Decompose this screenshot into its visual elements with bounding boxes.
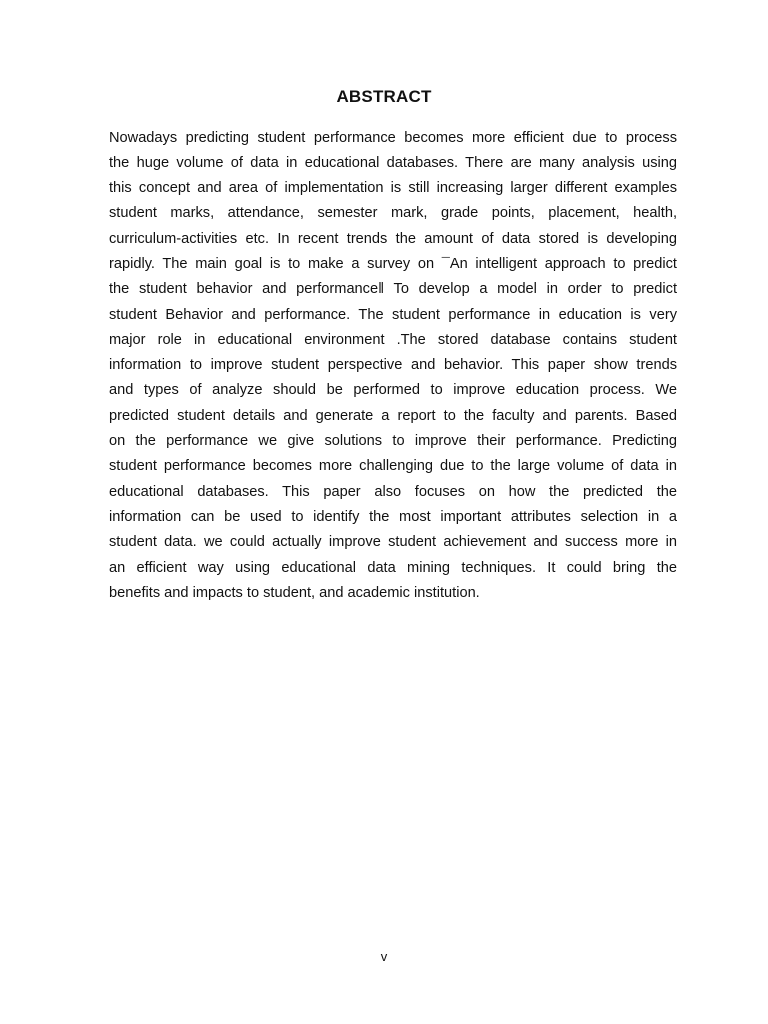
abstract-line: student performance becomes more challenging due to the large volume of data in [109, 458, 677, 475]
abstract-line: and types of analyze should be performed to improve education process. We [109, 382, 677, 399]
abstract-line: on the performance we give solutions to improve their performance. Predicting [109, 433, 677, 450]
abstract-line: predicted student details and generate a report to the faculty and parents. Based [109, 407, 677, 424]
page-number: v [380, 949, 388, 964]
abstract-line: curriculum-activities etc. In recent trends the amount of data stored is developing [109, 230, 677, 247]
abstract-line: the huge volume of data in educational databases. There are many analysis using [109, 154, 677, 171]
abstract-line: rapidly. The main goal is to make a survey on ¯An intelligent approach to predict [109, 255, 677, 272]
abstract-body [109, 126, 677, 607]
abstract-line: an efficient way using educational data mining techniques. It could bring the [109, 559, 677, 576]
abstract-heading: ABSTRACT [336, 87, 432, 106]
abstract-line: benefits and impacts to student, and academic institution. [109, 584, 480, 601]
abstract-line: student marks, attendance, semester mark, grade points, placement, health, [109, 205, 677, 222]
abstract-line: this concept and area of implementation is still increasing larger different examples [109, 180, 677, 197]
abstract-line: student data. we could actually improve student achievement and success more in [109, 534, 677, 551]
abstract-line: major role in educational environment .The stored database contains student [109, 331, 677, 348]
abstract-line: student Behavior and performance. The student performance in education is very [109, 306, 677, 323]
abstract-line: information can be used to identify the most important attributes selection in a [109, 508, 677, 525]
abstract-line: information to improve student perspective and behavior. This paper show trends [109, 357, 677, 374]
abstract-line: the student behavior and performance‖ To develop a model in order to predict [109, 281, 677, 298]
abstract-line: educational databases. This paper also focuses on how the predicted the [109, 483, 677, 500]
abstract-line: Nowadays predicting student performance becomes more efficient due to process [109, 129, 677, 146]
